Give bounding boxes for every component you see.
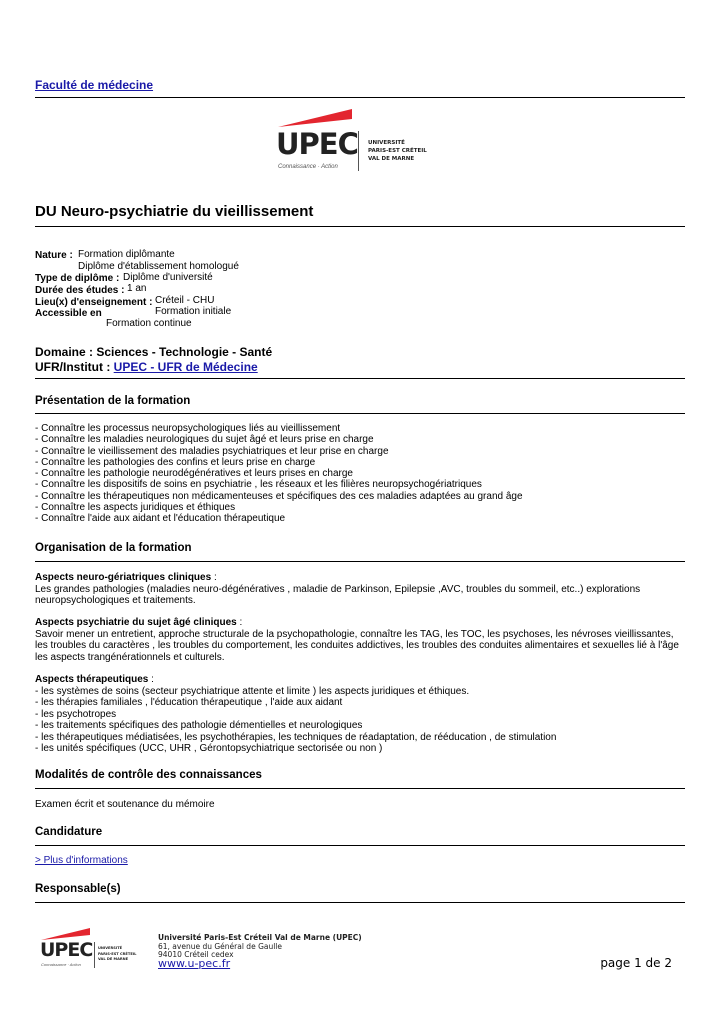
- block3-title: Aspects thérapeutiques: [35, 674, 149, 685]
- accessible-label: Accessible en: [35, 308, 102, 319]
- organisation-block-1: [35, 572, 685, 607]
- block1-text: Les grandes pathologies (maladies neuro-dégénératives , maladie de Parkinson, Epilepsie ,AVC, troubles du sommeil, etc..) explorations neuropsychologiques et traitements.: [35, 583, 641, 606]
- footer-website-link[interactable]: www.u-pec.fr: [158, 957, 231, 970]
- footer-logo-tagline: Connaissance · Action: [41, 962, 81, 967]
- logo-separator: [358, 131, 359, 171]
- lieu-label: Lieu(x) d'enseignement :: [35, 297, 153, 308]
- logo-university-name: UNIVERSITÉ PARIS-EST CRÉTEIL VAL DE MARNE: [368, 140, 427, 162]
- list-item: - Connaître le vieillissement des maladies psychiatriques et leur prise en charge: [35, 445, 389, 457]
- list-item: - Connaître l'aide aux aidant et l'éducation thérapeutique: [35, 513, 286, 525]
- presentation-heading: Présentation de la formation: [35, 395, 191, 407]
- list-item: - les systèmes de soins (secteur psychiatrique attente et limite ) les aspects juridiques et éthiques.: [35, 685, 470, 697]
- block1-colon: :: [211, 572, 217, 583]
- modalites-text: Examen écrit et soutenance du mémoire: [35, 799, 215, 810]
- footer-logo-brand: UPEC: [40, 939, 93, 961]
- type-label: Type de diplôme :: [35, 273, 120, 284]
- nature-value-1: Formation diplômante: [78, 249, 175, 260]
- ufr-link[interactable]: UPEC - UFR de Médecine: [113, 360, 258, 374]
- domain-block: [35, 345, 272, 375]
- type-value: Diplôme d'université: [123, 272, 213, 283]
- footer-logo-university-name: UNIVERSITÉ PARIS-EST CRÉTEIL VAL DE MARNE: [98, 946, 137, 961]
- list-item: - les thérapeutiques médiatisées, les psychothérapies, les techniques de réadaptation, de rééducation , de stimulation: [35, 731, 557, 743]
- ufr-label: UFR/Institut :: [35, 360, 111, 374]
- logo-brand: UPEC: [276, 127, 358, 161]
- footer-logo: [40, 926, 140, 971]
- lieu-value: Créteil - CHU: [155, 295, 215, 306]
- candidature-divider: [35, 845, 685, 846]
- organisation-divider: [35, 561, 685, 562]
- list-item: - Connaître les dispositifs de soins en psychiatrie , les réseaux et les filières neuropsychogériatriques: [35, 479, 482, 491]
- block2-title: Aspects psychiatrie du sujet âgé cliniques: [35, 617, 237, 628]
- modalites-heading: Modalités de contrôle des connaissances: [35, 769, 262, 781]
- ufr-line: [35, 360, 272, 375]
- list-item: - Connaître les aspects juridiques et éthiques: [35, 502, 236, 514]
- domaine-text: Domaine : Sciences - Technologie - Santé: [35, 345, 273, 359]
- faculty-link[interactable]: Faculté de médecine: [35, 78, 154, 92]
- footer-logo-separator: [94, 942, 95, 968]
- list-item: - les traitements spécifiques des pathologie démentielles et neurologiques: [35, 720, 363, 731]
- page-number: page 1 de 2: [600, 956, 672, 970]
- list-item: - Connaître les processus neuropsychologiques liés au vieillissement: [35, 423, 341, 434]
- presentation-divider: [35, 413, 685, 414]
- list-item: - Connaître les thérapeutiques non médicamenteuses et spécifiques des ces maladies adaptées au grand âge: [35, 490, 523, 502]
- block3-colon: :: [148, 674, 154, 685]
- footer-address-2: 94010 Créteil cedex: [158, 950, 234, 959]
- candidature-heading: Candidature: [35, 826, 103, 838]
- header-divider: [35, 97, 685, 98]
- accessible-value-2: Formation continue: [106, 318, 192, 329]
- modalites-divider: [35, 788, 685, 789]
- list-item: - Connaître les pathologies des confins et leurs prise en charge: [35, 456, 316, 468]
- page-title: DU Neuro-psychiatrie du vieillissement: [35, 203, 314, 220]
- logo-tagline: Connaissance · Action: [278, 164, 338, 170]
- accessible-value-1: Formation initiale: [155, 306, 232, 317]
- list-item: - Connaître les pathologie neurodégénératives et leurs prises en charge: [35, 468, 353, 480]
- domain-divider: [35, 378, 685, 379]
- footer-university: Université Paris-Est Créteil Val de Marne (UPEC): [158, 933, 362, 942]
- upec-logo: [276, 107, 436, 177]
- logo-red-swoosh: [276, 107, 356, 127]
- block1-title: Aspects neuro-gériatriques cliniques: [35, 572, 212, 583]
- nature-label: Nature :: [35, 250, 73, 261]
- organisation-block-2: [35, 617, 685, 663]
- block2-colon: :: [236, 617, 243, 628]
- footer-address-1: 61, avenue du Général de Gaulle: [158, 941, 283, 951]
- title-divider: [35, 226, 685, 227]
- more-info-link[interactable]: > Plus d'informations: [35, 855, 128, 866]
- duree-value: 1 an: [127, 283, 147, 294]
- responsables-divider: [35, 902, 685, 903]
- block2-text: Savoir mener un entretient, approche structurale de la psychopathologie, connaître les TAG, les TOC, les psychoses, les névroses vieillissantes, les troubles du caractères , les troubles du comportement, les conduites addictives, les troubles des conduites alimentaires et sexuelles lié à l'âge les aspects trangénérationnels et culturels.: [35, 628, 679, 663]
- list-item: - Connaître les maladies neurologiques du sujet âgé et leurs prise en charge: [35, 434, 374, 446]
- footer-logo-swoosh: [40, 926, 92, 940]
- duree-label: Durée des études :: [35, 285, 125, 296]
- list-item: - les unités spécifiques (UCC, UHR , Gérontopsychiatrique sectorisée ou non ): [35, 743, 383, 754]
- nature-value-2: Diplôme d'établissement homologué: [78, 261, 239, 272]
- footer-address: [158, 934, 362, 960]
- list-item: - les thérapies familiales , l'éducation thérapeutique , l'aide aux aidant: [35, 697, 343, 708]
- list-item: - les psychotropes: [35, 708, 117, 720]
- presentation-list: [35, 423, 523, 525]
- organisation-block-3: [35, 674, 685, 755]
- organisation-heading: Organisation de la formation: [35, 542, 192, 554]
- responsables-heading: Responsable(s): [35, 883, 121, 895]
